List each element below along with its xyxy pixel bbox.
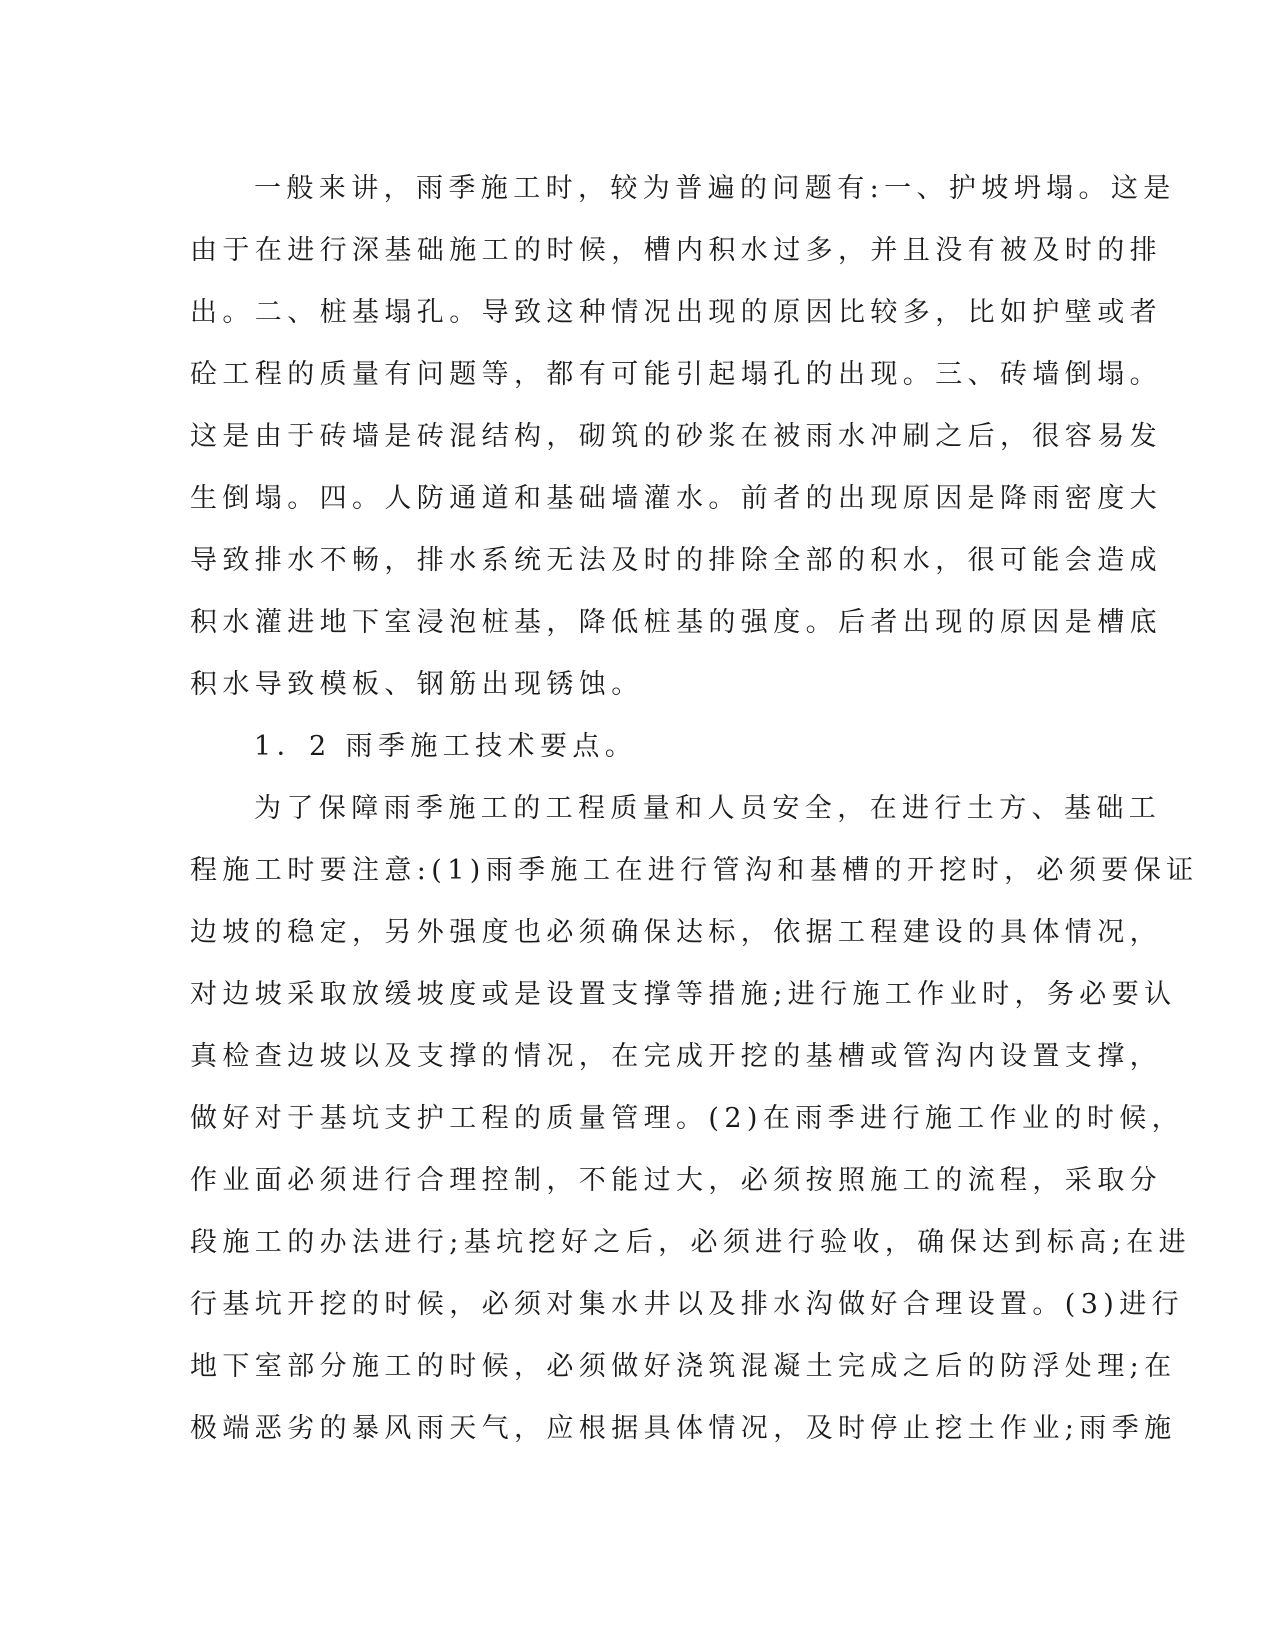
paragraph-line: 出。二、桩基塌孔。导致这种情况出现的原因比较多，比如护壁或者: [190, 297, 1162, 328]
paragraph-line: 做好对于基坑支护工程的质量管理。(2)在雨季进行施工作业的时候，: [190, 1103, 1185, 1134]
paragraph-line: 段施工的办法进行;基坑挖好之后，必须进行验收，确保达到标高;在进: [190, 1227, 1191, 1258]
paragraph-line: 积水导致模板、钢筋出现锈蚀。: [190, 669, 644, 700]
body-text: [190, 158, 1199, 1460]
paragraph-line: 地下室部分施工的时候，必须做好浇筑混凝土完成之后的防浮处理;在: [190, 1351, 1177, 1382]
paragraph-line: 积水灌进地下室浸泡桩基，降低桩基的强度。后者出现的原因是槽底: [190, 607, 1162, 638]
paragraph-line: 极端恶劣的暴风雨天气，应根据具体情况，及时停止挖土作业;雨季施: [190, 1413, 1177, 1444]
paragraph-line: 由于在进行深基础施工的时候，槽内积水过多，并且没有被及时的排: [190, 235, 1162, 266]
paragraph-line: 边坡的稳定，另外强度也必须确保达标，依据工程建设的具体情况，: [190, 917, 1162, 948]
paragraph-line: 对边坡采取放缓坡度或是设置支撑等措施;进行施工作业时，务必要认: [190, 979, 1177, 1010]
section-heading: 1．2 雨季施工技术要点。: [254, 731, 638, 762]
paragraph-line: 作业面必须进行合理控制，不能过大，必须按照施工的流程，采取分: [190, 1165, 1162, 1196]
paragraph-line: 生倒塌。四。人防通道和基础墙灌水。前者的出现原因是降雨密度大: [190, 483, 1162, 514]
paragraph-line: 为了保障雨季施工的工程质量和人员安全，在进行土方、基础工: [254, 793, 1162, 824]
paragraph-line: 一般来讲，雨季施工时，较为普遍的问题有:一、护坡坍塌。这是: [254, 173, 1176, 204]
paragraph-line: 真检查边坡以及支撑的情况，在完成开挖的基槽或管沟内设置支撑，: [190, 1041, 1162, 1072]
paragraph-line: 这是由于砖墙是砖混结构，砌筑的砂浆在被雨水冲刷之后，很容易发: [190, 421, 1162, 452]
paragraph-line: 砼工程的质量有问题等，都有可能引起塌孔的出现。三、砖墙倒塌。: [190, 359, 1162, 390]
paragraph-line: 行基坑开挖的时候，必须对集水井以及排水沟做好合理设置。(3)进行: [190, 1289, 1185, 1320]
paragraph-line: 程施工时要注意:(1)雨季施工在进行管沟和基槽的开挖时，必须要保证: [190, 855, 1199, 886]
paragraph-line: 导致排水不畅，排水系统无法及时的排除全部的积水，很可能会造成: [190, 545, 1162, 576]
